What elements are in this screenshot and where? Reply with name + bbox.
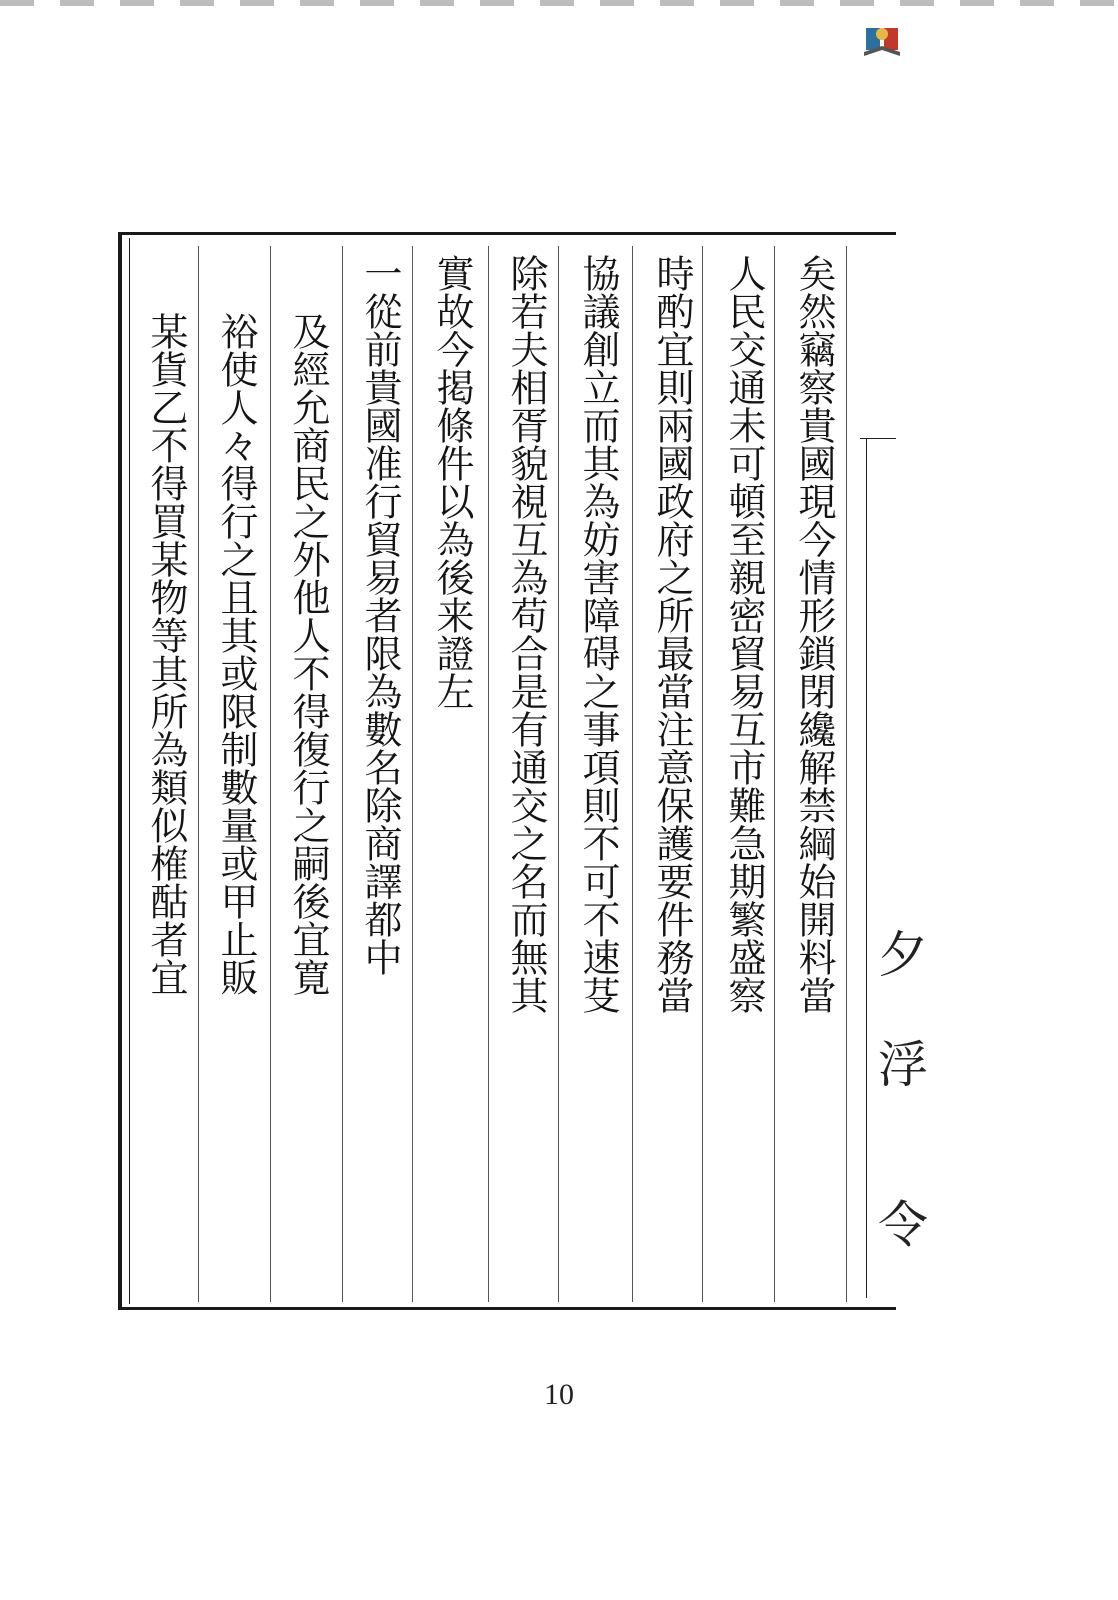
text-column: 一從前貴國准行貿易者限為數名除商譯都中 — [358, 254, 402, 976]
text-column: 時酌宜則兩國政府之所最當注意保護要件務當 — [650, 254, 694, 1014]
fold-marker-line — [866, 438, 867, 1298]
text-column: 實故今掲條件以為後来證左 — [430, 254, 474, 710]
column-rule — [632, 246, 633, 1302]
column-rule — [558, 246, 559, 1302]
text-column: 人民交通未可頓至親密貿易互市難急期繁盛察 — [722, 254, 766, 1014]
column-rule — [488, 246, 489, 1302]
fold-margin-glyph: 夕 — [878, 926, 928, 984]
book-emblem-icon — [862, 22, 902, 60]
page-number: 10 — [544, 1378, 574, 1411]
column-rule — [342, 246, 343, 1302]
column-rule — [270, 246, 271, 1302]
scan-edge — [0, 0, 1118, 6]
column-rule — [412, 246, 413, 1302]
text-column: 矣然竊察貴國現今情形鎖閉纔解禁綱始開料當 — [792, 254, 836, 1014]
text-column: 及經允商民之外他人不得復行之嗣後宜寛 — [286, 312, 330, 996]
column-rule — [702, 246, 703, 1302]
fold-margin-glyph: 令 — [878, 1196, 928, 1254]
frame-inner-line — [129, 238, 130, 1304]
column-rule — [774, 246, 775, 1302]
text-column: 裕使人々得行之且其或限制數量或甲止販 — [214, 312, 258, 996]
column-rule — [198, 246, 199, 1302]
fold-margin-glyph: 浮 — [878, 1036, 928, 1094]
text-column: 某貨乙不得買某物等其所為類似榷酤者宜 — [144, 312, 188, 996]
text-column: 協議創立而其為妨害障碍之事項則不可不速芟 — [576, 254, 620, 1014]
text-column: 除若夫相胥貌視互為苟合是有通交之名而無其 — [504, 254, 548, 1014]
column-rule — [846, 246, 847, 1302]
